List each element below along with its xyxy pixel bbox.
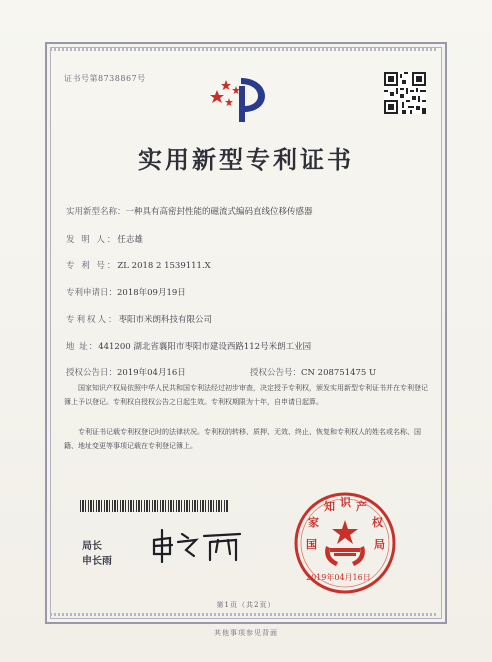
grant-number-row <box>250 366 376 378</box>
filing-date-row <box>66 286 186 298</box>
qr-code-icon <box>384 72 426 114</box>
filing-date-label: 专利申请日： <box>66 288 118 298</box>
footer-note: 其他事项参见背面 <box>214 629 278 637</box>
patent-number-label: 专 利 号： <box>66 261 118 271</box>
legal-status-paragraph: 专利证书记载专利权登记时的法律状况。专利权的转移、质押、无效、终止、恢复和专利权人的姓名或名称、国籍、地址变更等事项记载在专利登记簿上。 <box>64 428 421 450</box>
seal-date: 2019年04月16日 <box>306 573 371 582</box>
border-hatch-top <box>50 48 438 51</box>
grant-date-row <box>66 366 186 378</box>
seal-char-2: 家 <box>308 516 319 529</box>
address-label: 地 址： <box>66 342 99 352</box>
grant-statement-paragraph: 国家知识产权局依照中华人民共和国专利法经过初步审查，决定授予专利权，颁发实用新型专利证书并在专利登记簿上予以登记。专利权自授权公告之日起生效。专利权期限为十年，自申请日起算。 <box>64 384 428 406</box>
inventor-value: 任志雄 <box>117 235 143 245</box>
utility-model-name-row <box>66 205 313 217</box>
seal-char-4: 识 <box>340 496 351 509</box>
seal-char-5: 产 <box>356 500 367 513</box>
patent-number-value: ZL 2018 2 1539111.X <box>117 261 211 271</box>
barcode <box>80 500 228 512</box>
patentee-label: 专利权人： <box>66 315 119 325</box>
utility-model-name-value: 一种具有高密封性能的磁流式编码直线位移传感器 <box>125 207 313 217</box>
certificate-title: 实用新型专利证书 <box>138 145 354 174</box>
address-row <box>66 340 311 352</box>
signatory-title: 局长 <box>82 541 102 552</box>
inventor-label: 发 明 人： <box>66 235 118 245</box>
grant-number-value: CN 208751475 U <box>301 368 377 378</box>
address-value: 441200 湖北省襄阳市枣阳市建设西路112号米朗工业园 <box>98 342 312 352</box>
border-hatch-bottom <box>50 613 438 616</box>
grant-date-value: 2019年04月16日 <box>117 368 186 378</box>
certificate-number: 证书号第8738867号 <box>64 74 146 83</box>
signatory-name: 申长雨 <box>82 556 112 567</box>
patentee-value: 枣阳市米朗科技有限公司 <box>118 315 213 325</box>
handwritten-signature-icon <box>148 524 248 564</box>
utility-model-name-label: 实用新型名称： <box>66 207 126 217</box>
seal-char-1: 国 <box>306 538 317 551</box>
cnipa-emblem-icon <box>209 72 269 124</box>
grant-number-label: 授权公告号： <box>250 368 302 378</box>
patentee-row <box>66 313 212 325</box>
patent-number-row <box>66 259 211 271</box>
inventor-row <box>66 233 143 245</box>
seal-char-6: 权 <box>372 516 383 529</box>
seal-char-7: 局 <box>374 538 385 551</box>
filing-date-value: 2018年09月19日 <box>117 288 186 298</box>
seal-char-3: 知 <box>324 500 335 513</box>
grant-date-label: 授权公告日： <box>66 368 118 378</box>
page-number: 第1页（共2页） <box>216 601 276 609</box>
